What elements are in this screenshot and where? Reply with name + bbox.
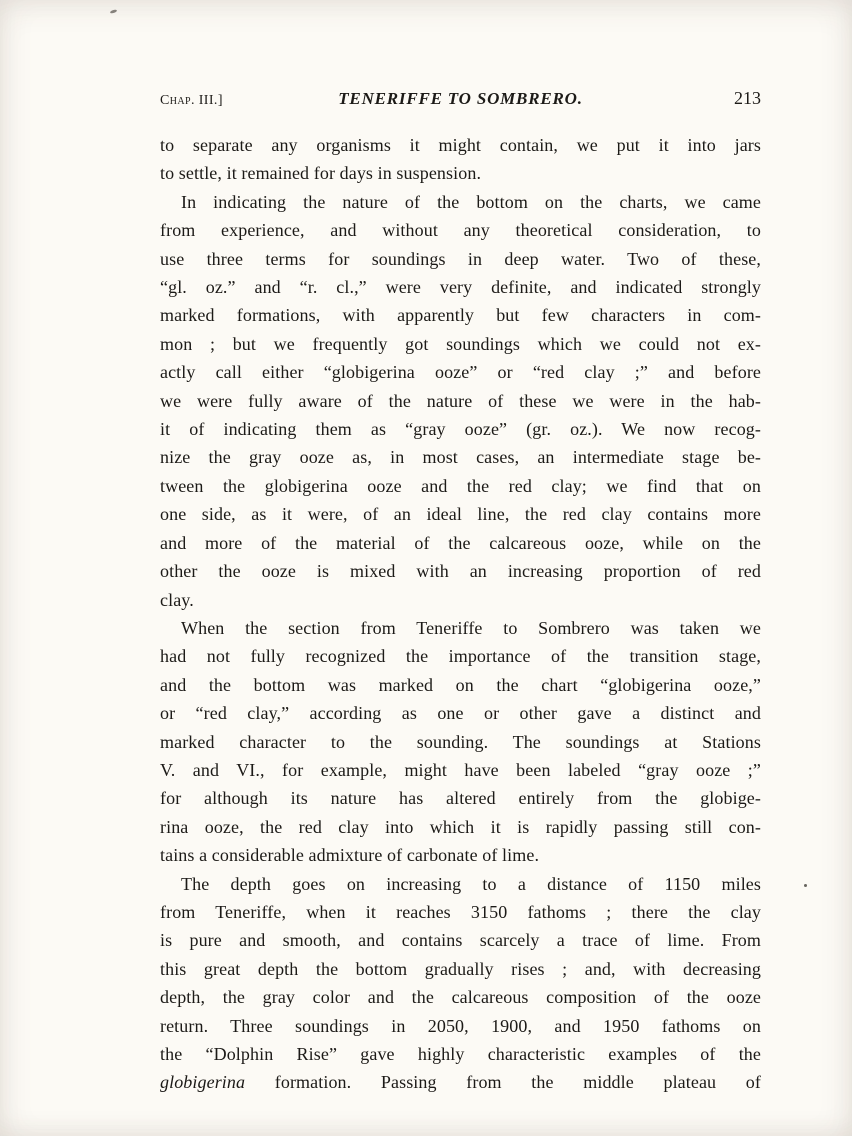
text-line: and more of the material of the calcareous ooze, while on the	[160, 532, 761, 553]
page-number: 213	[734, 88, 761, 108]
running-header	[160, 88, 761, 109]
text-line: marked character to the sounding. The soundings at Stations	[160, 731, 761, 752]
text-line: to settle, it remained for days in suspension.	[160, 163, 482, 184]
running-title: TENERIFFE TO SOMBRERO.	[338, 89, 583, 108]
text-line: from Teneriffe, when it reaches 3150 fathoms ; there the clay	[160, 901, 761, 922]
text-line	[160, 1068, 761, 1096]
body-text	[160, 131, 761, 1097]
text-line: or “red clay,” according as one or other gave a distinct and	[160, 703, 761, 724]
text-line: The depth goes on increasing to a distance of 1150 miles	[181, 873, 761, 894]
scan-speck	[110, 9, 118, 14]
italic-word: globigerina	[160, 1072, 246, 1093]
text-line: clay.	[160, 589, 194, 610]
text-line: this great depth the bottom gradually rises ; and, with decreasing	[160, 958, 761, 979]
text-line: had not fully recognized the importance of the transition stage,	[160, 646, 761, 667]
text-line: marked formations, with apparently but few characters in com-	[160, 305, 761, 326]
chapter-label: Chap. III.]	[160, 93, 223, 108]
text-line: and the bottom was marked on the chart “globigerina ooze,”	[160, 674, 761, 695]
text-line: to separate any organisms it might contain, we put it into jars	[160, 135, 761, 155]
page-content	[160, 88, 761, 1097]
text-line: it of indicating them as “gray ooze” (gr. oz.). We now recog-	[160, 419, 761, 440]
text-line: tween the globigerina ooze and the red clay; we find that on	[160, 475, 761, 496]
text-line: is pure and smooth, and contains scarcely a trace of lime. From	[160, 930, 761, 951]
text-line: use three terms for soundings in deep water. Two of these,	[160, 248, 761, 269]
text-line: mon ; but we frequently got soundings which we could not ex-	[160, 333, 761, 354]
text-line: rina ooze, the red clay into which it is rapidly passing still con-	[160, 816, 761, 837]
text-line: for although its nature has altered entirely from the globige-	[160, 788, 761, 809]
text-line: one side, as it were, of an ideal line, the red clay contains more	[160, 504, 761, 525]
text-line: tains a considerable admixture of carbonate of lime.	[160, 845, 540, 866]
text-line: return. Three soundings in 2050, 1900, and 1950 fathoms on	[160, 1015, 761, 1036]
text-line: In indicating the nature of the bottom on the charts, we came	[181, 191, 761, 212]
text-line: V. and VI., for example, might have been labeled “gray ooze ;”	[160, 759, 761, 780]
text-line: depth, the gray color and the calcareous composition of the ooze	[160, 987, 761, 1008]
text-line: actly call either “globigerina ooze” or “red clay ;” and before	[160, 362, 761, 383]
text-line: nize the gray ooze as, in most cases, an intermediate stage be-	[160, 447, 761, 468]
text-line: from experience, and without any theoretical consideration, to	[160, 220, 761, 241]
text-line: When the section from Teneriffe to Sombrero was taken we	[181, 617, 761, 638]
text-line: the “Dolphin Rise” gave highly characteristic examples of the	[160, 1044, 761, 1064]
text-line: “gl. oz.” and “r. cl.,” were very definite, and indicated strongly	[160, 277, 761, 298]
scan-speck	[804, 884, 807, 887]
line-remainder: formation. Passing from the middle plateau of	[245, 1072, 761, 1093]
text-line: we were fully aware of the nature of these we were in the hab-	[160, 390, 761, 411]
text-line: other the ooze is mixed with an increasing proportion of red	[160, 561, 761, 582]
